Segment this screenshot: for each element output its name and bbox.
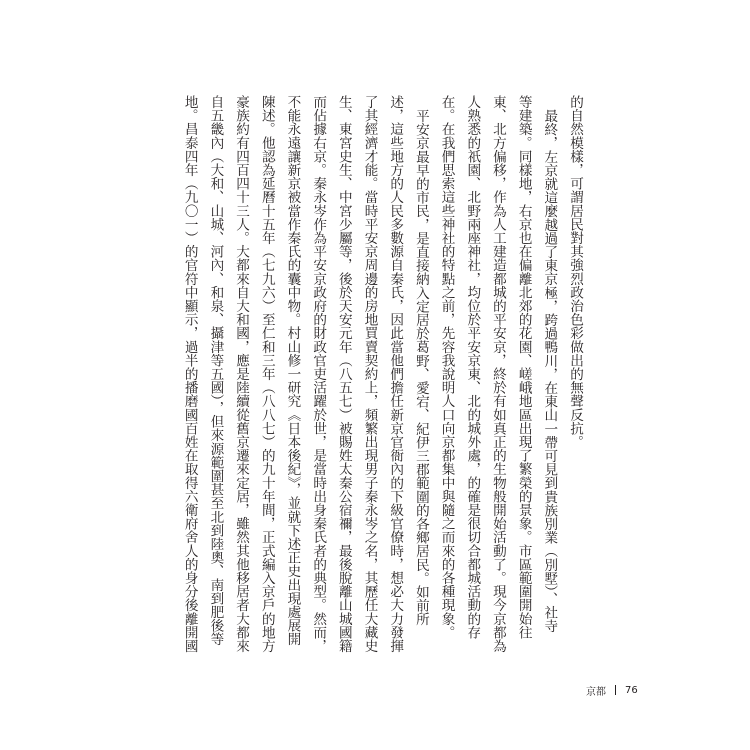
text-line: 了其經濟才能。當時平安京周邊的房地買賣契約上，頻繁出現男子秦永岑之名，其歷任大藏史	[361, 95, 378, 653]
paragraph	[176, 95, 433, 657]
text-line: 平安京最早的市民，是直接納入定居於葛野、愛宕、紀伊三郡範圍的各鄉居民。如前所	[412, 108, 429, 626]
text-line: 地。昌泰四年（九〇一）的官符中顯示，過半的播磨國百姓在取得六衛府舍人的身分後離開國	[181, 95, 198, 653]
footer-divider	[615, 685, 616, 695]
text-line: 陳述。他認為延曆十五年（七九六）至仁和三年（八八七）的九十年間，正式編入京戶的地方	[258, 95, 275, 653]
text-line: 生、東宮史生、中宮少屬等，後於天安元年（八五七）被賜姓太秦公宿禰，最後脫離山城國籍	[335, 95, 352, 653]
body-text	[176, 95, 587, 657]
text-line: 不能永遠讓新京被當作秦氏的囊中物。村山修一研究《日本後紀》，並就下述正史出現處展開	[284, 95, 301, 646]
text-line: 豪族約有四百四十三人。大都來自大和國，應是陸續從舊京遷來定居，雖然其他移居者大都來	[233, 95, 250, 653]
text-line: 人熟悉的祇園、北野兩座神社，均位於平安京東、北的城外處，的確是很切合都城活動的存	[464, 95, 481, 639]
text-line: 自五畿內（大和、山城、河內、和泉、攝津等五國），但來源範圍甚至北到陸奧、南到肥後等	[207, 95, 224, 646]
paragraph-continued	[561, 95, 587, 657]
text-line: 東、北方偏移，作為人工建造都城的平安京，終於有如真正的生物般開始活動了。現今京都為	[489, 95, 506, 653]
paragraph	[433, 95, 561, 657]
page-number: 76	[625, 684, 638, 696]
page-footer	[586, 683, 638, 697]
text-line: 的自然模樣，可謂居民對其強烈政治色彩做出的無聲反抗。	[567, 95, 583, 449]
text-line: 在。在我們思索這些神社的特點之前，先容我說明人口向京都集中與隨之而來的各種現象。	[438, 95, 455, 639]
text-line: 等建築。同樣地，右京也在偏離北郊的花園、嵯峨地區出現了繁榮的景象。市區範圍開始往	[515, 95, 532, 639]
text-line: 而佔據右京。秦永岑作為平安京政府的財政官吏活躍於世，是當時出身秦氏者的典型。然而，	[310, 95, 327, 653]
text-line: 述，這些地方的人民多數源自秦氏，因此當他們擔任新京官衙內的下級官僚時，想必大力發揮	[387, 95, 404, 653]
running-head-section: 京都	[586, 686, 606, 698]
text-line: 最終，左京就這麼越過了東京極，跨過鴨川，在東山一帶可見到貴族別業（別墅）、社寺	[541, 108, 558, 633]
